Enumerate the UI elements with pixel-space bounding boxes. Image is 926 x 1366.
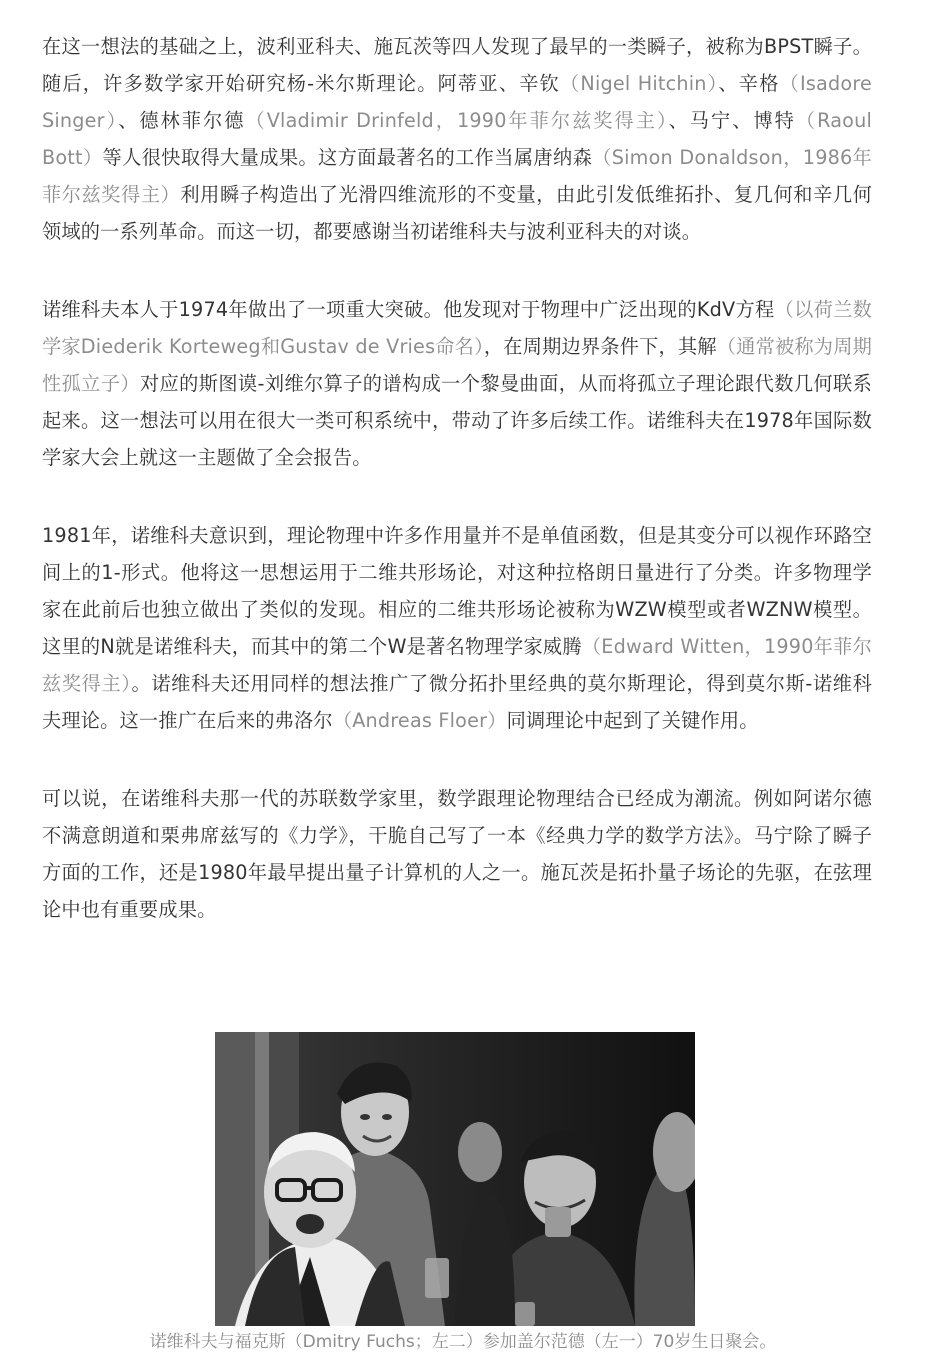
aside-run: （Andreas Floer） [332,709,507,732]
group-photo [215,1032,695,1326]
text-run: 、德林菲尔德 [118,109,246,132]
text-run: 1981年，诺维科夫意识到，理论物理中许多作用量并不是单值函数，但是其变分可以视作环路空间上的1-形式。他将这一思想运用于二维共形场论，对这种拉格朗日量进行了分类。许多物理学家在此前后也独立做出了类似的发现。相应的二维共形场论被称为WZW模型或者WZNW模型。这里的N就是诺维科夫，而其中的第二个W是著名物理学家威腾 [42,524,872,658]
text-run: 同调理论中起到了关键作用。 [506,709,759,732]
aside-run: （Raoul Bott） [42,109,873,169]
aside-run: （通常被称为周期性孤立子） [42,335,873,395]
text-run: 可以说，在诺维科夫那一代的苏联数学家里，数学跟理论物理结合已经成为潮流。例如阿诺尔德不满意朗道和栗弗席兹写的《力学》，干脆自己写了一本《经典力学的数学方法》。马宁除了瞬子方面的工作，还是1980年最早提出量子计算机的人之一。施瓦茨是拓扑量子场论的先驱，在弦理论中也有重要成果。 [42,787,872,921]
text-run: 利用瞬子构造出了光滑四维流形的不变量，由此引发低维拓扑、复几何和辛几何领域的一系列革命。而这一切，都要感谢当初诺维科夫与波利亚科夫的对谈。 [42,183,873,243]
text-run: 。诺维科夫还用同样的想法推广了微分拓扑里经典的莫尔斯理论，得到莫尔斯-诺维科夫理论。这一推广在后来的弗洛尔 [42,672,872,732]
paragraph-4 [42,780,872,928]
paragraph-2 [42,291,872,476]
text-run: 诺维科夫本人于1974年做出了一项重大突破。他发现对于物理中广泛出现的KdV方程 [42,298,775,321]
aside-run: （Nigel Hitchin） [560,72,719,95]
paragraph-1 [42,28,872,250]
aside-run: （以荷兰数学家Diederik Korteweg和Gustav de Vries命名） [42,298,873,358]
photo-illustration [215,1032,695,1326]
aside-run: （Isadore Singer） [42,72,872,132]
aside-run: （Simon Donaldson，1986年菲尔兹奖得主） [42,146,873,206]
photo-caption: 诺维科夫与福克斯（Dmitry Fuchs；左二）参加盖尔范德（左一）70岁生日聚会。 [149,1332,777,1352]
text-run: 对应的斯图谟-刘维尔算子的谱构成一个黎曼曲面，从而将孤立子理论跟代数几何联系起来。这一想法可以用在很大一类可积系统中，带动了许多后续工作。诺维科夫在1978年国际数学家大会上就这一主题做了全会报告。 [42,372,872,469]
paragraph-3 [42,517,872,739]
text-run: 等人很快取得大量成果。这方面最著名的工作当属唐纳森 [102,146,593,169]
text-run: 在这一想法的基础之上，波利亚科夫、施瓦茨等四人发现了最早的一类瞬子，被称为BPST瞬子。随后，许多数学家开始研究杨-米尔斯理论。阿蒂亚、辛钦 [42,35,872,95]
aside-run: （Edward Witten，1990年菲尔兹奖得主） [42,635,872,695]
article-body [42,28,872,969]
aside-run: （Vladimir Drinfeld，1990年菲尔兹奖得主） [245,109,669,132]
text-run: ，在周期边界条件下，其解 [483,335,717,358]
text-run: 、辛格 [718,72,780,95]
text-run: 、马宁、博特 [668,109,796,132]
